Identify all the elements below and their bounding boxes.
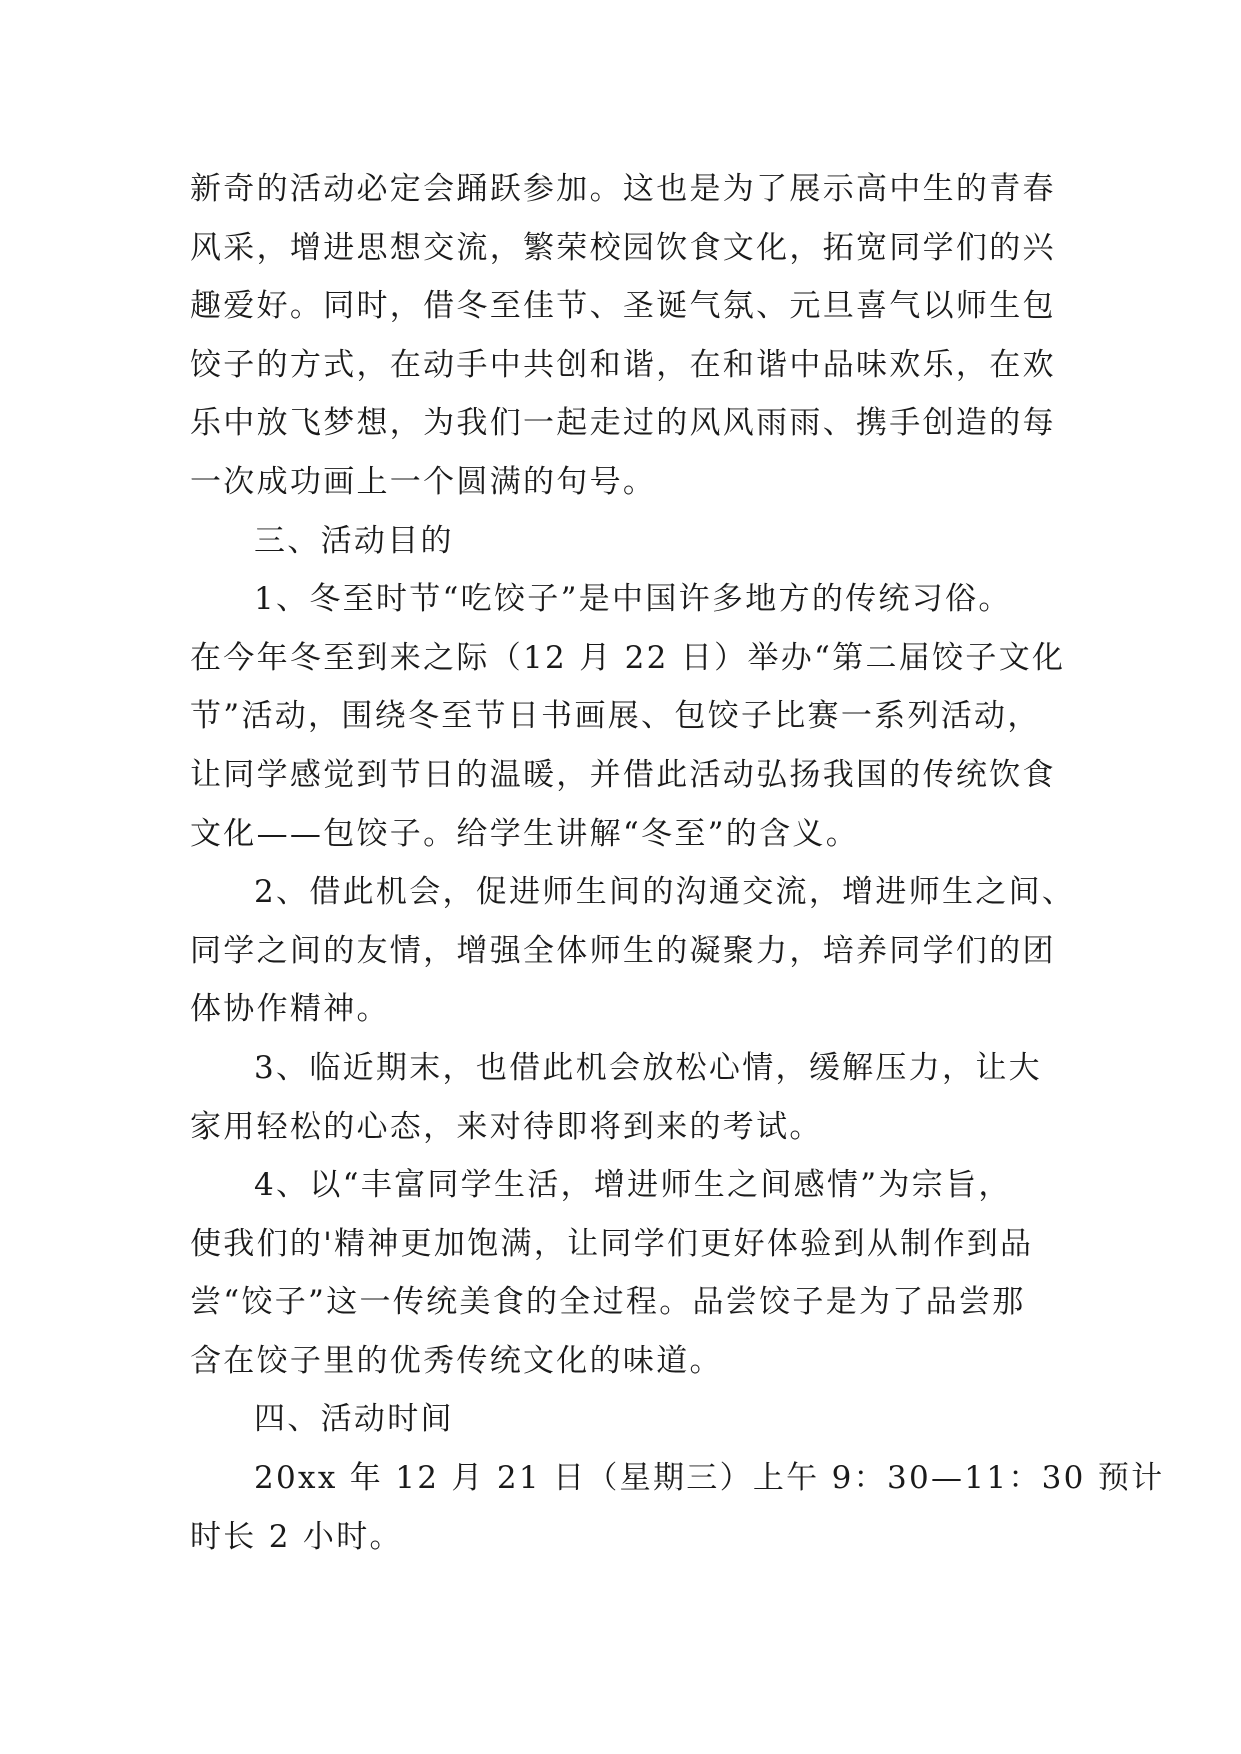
body-text-line: 乐中放飞梦想，为我们一起走过的风风雨雨、携手创造的每 [190,405,1056,442]
body-text-line: 家用轻松的心态，来对待即将到来的考试。 [190,1108,823,1145]
body-text-line: 3、临近期末，也借此机会放松心情，缓解压力，让大 [254,1049,1042,1086]
body-text-line: 节”活动，围绕冬至节日书画展、包饺子比赛一系列活动， [190,698,1041,735]
body-text-line: 一次成功画上一个圆满的句号。 [190,463,657,500]
body-text-line: 时长 2 小时。 [190,1518,403,1555]
body-text-line: 使我们的'精神更加饱满，让同学们更好体验到从制作到品 [190,1225,1034,1262]
body-text-line: 新奇的活动必定会踊跃参加。这也是为了展示高中生的青春 [190,171,1056,207]
body-text-line: 让同学感觉到节日的温暖，并借此活动弘扬我国的传统饮食 [190,756,1056,793]
body-text-line: 饺子的方式，在动手中共创和谐，在和谐中品味欢乐，在欢 [190,346,1056,383]
body-text-line: 在今年冬至到来之际（12 月 22 日）举办“第二届饺子文化 [190,639,1066,676]
body-text-line: 趣爱好。同时，借冬至佳节、圣诞气氛、元旦喜气以师生包 [190,288,1056,325]
body-text-line: 体协作精神。 [190,991,390,1028]
body-text-line: 4、以“丰富同学生活，增进师生之间感情”为宗旨， [254,1167,1012,1204]
body-text-line: 1、冬至时节“吃饺子”是中国许多地方的传统习俗。 [254,581,1012,618]
body-text-line: 含在饺子里的优秀传统文化的味道。 [190,1342,723,1379]
body-text-line: 同学之间的友情，增强全体师生的凝聚力，培养同学们的团 [190,932,1056,969]
body-text-line: 2、借此机会，促进师生间的沟通交流，增进师生之间、 [254,874,1076,911]
body-text-line: 风采，增进思想交流，繁荣校园饮食文化，拓宽同学们的兴 [190,229,1056,266]
section-heading-purpose: 三、活动目的 [254,522,454,559]
body-text-line: 文化——包饺子。给学生讲解“冬至”的含义。 [190,815,859,852]
document-body [190,160,1165,1566]
body-text-line: 尝“饺子”这一传统美食的全过程。品尝饺子是为了品尝那 [190,1284,1026,1321]
body-text-line: 20xx 年 12 月 21 日（星期三）上午 9：30—11：30 预计 [254,1460,1165,1497]
section-heading-time: 四、活动时间 [254,1401,454,1438]
